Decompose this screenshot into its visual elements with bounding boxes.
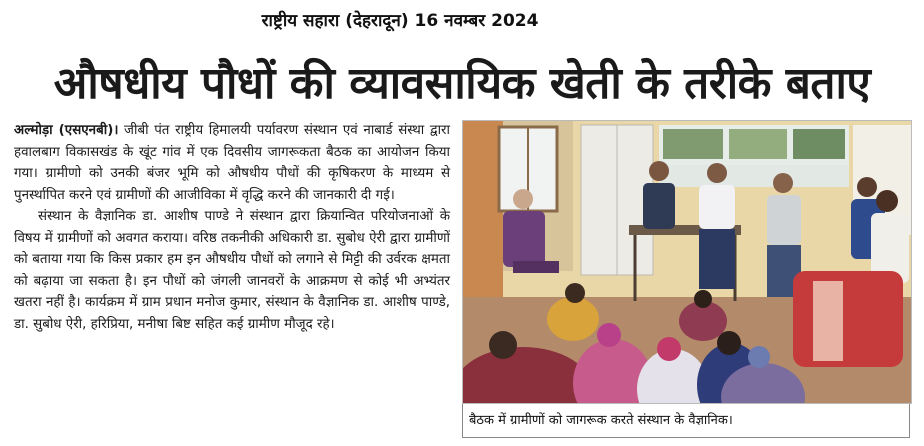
- article-paragraph-1: [14, 120, 450, 206]
- headline: औषधीय पौधों की व्यावसायिक खेती के तरीके बताए: [53, 58, 871, 109]
- photo-caption: बैठक में ग्रामीणों को जागरूक करते संस्थान के वैज्ञानिक।: [462, 404, 910, 438]
- article-paragraph-2: संस्थान के वैज्ञानिक डा. आशीष पाण्डे ने संस्थान द्वारा क्रियान्वित परियोजनाओं के विषय में ग्रामीणों को अवगत कराया। वरिष्ठ तकनीकी अधिकारी डा. सुबोध ऐरी द्वारा ग्रामीणों को बताया गया कि किस प्रकार हम इन औषधीय पौधों को लगाने से मिट्टी की उर्वरक क्षमता को बढ़ाया जा सकता है। इन पौधों को जंगली जानवरों के आक्रमण से कोई भी अभ्यंतर खतरा नहीं है। कार्यक्रम में ग्राम प्रधान मनोज कुमार, संस्थान के वैज्ञानिक डा. आशीष पाण्डे, डा. सुबोध ऐरी, हरिप्रिया, मनीषा बिष्ट सहित कई ग्रामीण मौजूद रहे।: [14, 209, 450, 332]
- newspaper-masthead: राष्ट्रीय सहारा (देहरादून) 16 नवम्बर 2024: [261, 11, 539, 31]
- paragraph-1-text: जीबी पंत राष्ट्रीय हिमालयी पर्यावरण संस्थान एवं नाबार्ड संस्था द्वारा हवालबाग विकासखंड के खूंट गांव में एक दिवसीय जागरूकता बैठक का आयोजन किया गया। ग्रामीणो को उनकी बंजर भूमि को औषधीय पौधों की कृषिकरण के माध्यम से पुनर्स्थापित करने एवं ग्रामीणों की आजीविका में वृद्धि करने की जानकारी दी गई।: [14, 123, 450, 203]
- article-body: [14, 120, 450, 335]
- dateline: अल्मोड़ा (एसएनबी)।: [14, 123, 119, 138]
- news-photo: [462, 120, 912, 404]
- meeting-photo-illustration: [463, 121, 911, 403]
